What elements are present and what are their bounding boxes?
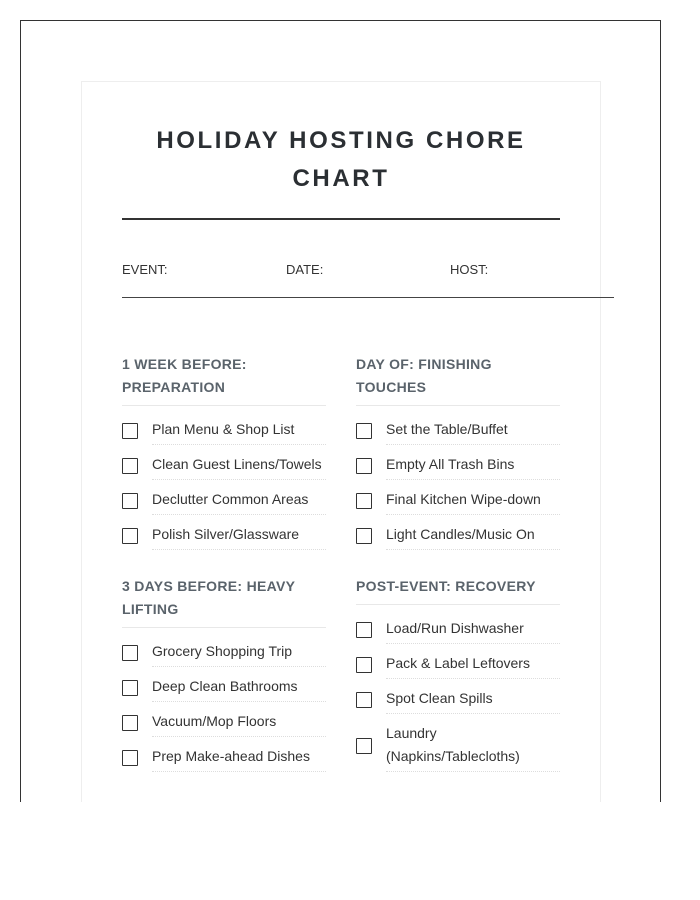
chore-label: Deep Clean Bathrooms [152, 673, 326, 702]
section-title: 1 WEEK BEFORE: PREPARATION [122, 353, 326, 406]
checkbox[interactable] [356, 692, 372, 708]
right-column [356, 353, 560, 797]
section-three-days-before [122, 575, 326, 775]
title-divider [122, 218, 560, 220]
chore-item [122, 483, 326, 518]
chore-label: Pack & Label Leftovers [386, 650, 560, 679]
checkbox[interactable] [122, 645, 138, 661]
section-day-of [356, 353, 560, 553]
chore-label: Clean Guest Linens/Towels [152, 451, 326, 480]
chore-item [356, 612, 560, 647]
checkbox[interactable] [122, 458, 138, 474]
checkbox[interactable] [122, 680, 138, 696]
section-title: DAY OF: FINISHING TOUCHES [356, 353, 560, 406]
section-title: 3 DAYS BEFORE: HEAVY LIFTING [122, 575, 326, 628]
checkbox[interactable] [122, 423, 138, 439]
chore-item [356, 413, 560, 448]
chore-label: Polish Silver/Glassware [152, 521, 326, 550]
chore-item [356, 682, 560, 717]
checkbox[interactable] [356, 423, 372, 439]
checkbox[interactable] [356, 738, 372, 754]
chore-label: Prep Make-ahead Dishes [152, 743, 326, 772]
checkbox[interactable] [356, 622, 372, 638]
chore-label: Plan Menu & Shop List [152, 416, 326, 445]
checkbox[interactable] [356, 528, 372, 544]
checkbox[interactable] [356, 458, 372, 474]
chore-item [122, 518, 326, 553]
chore-item [122, 635, 326, 670]
checkbox[interactable] [122, 528, 138, 544]
chore-label: Laundry (Napkins/Tablecloths) [386, 720, 560, 772]
chore-label: Spot Clean Spills [386, 685, 560, 714]
chore-item [356, 518, 560, 553]
host-label: HOST: [450, 262, 489, 277]
section-post-event [356, 575, 560, 775]
page-title: HOLIDAY HOSTING CHORE CHART [156, 127, 526, 192]
chore-item [122, 740, 326, 775]
checkbox[interactable] [122, 750, 138, 766]
checkbox[interactable] [356, 493, 372, 509]
chore-item [356, 717, 560, 775]
chore-item [356, 483, 560, 518]
chore-item [356, 448, 560, 483]
chore-label: Final Kitchen Wipe-down [386, 486, 560, 515]
chore-item [122, 448, 326, 483]
chore-item [122, 413, 326, 448]
chore-label: Empty All Trash Bins [386, 451, 560, 480]
date-label: DATE: [286, 262, 324, 277]
event-label: EVENT: [122, 262, 168, 277]
checkbox[interactable] [356, 657, 372, 673]
chore-label: Grocery Shopping Trip [152, 638, 326, 667]
chore-label: Light Candles/Music On [386, 521, 560, 550]
left-column [122, 353, 326, 797]
chore-item [122, 670, 326, 705]
chore-label: Vacuum/Mop Floors [152, 708, 326, 737]
checkbox[interactable] [122, 715, 138, 731]
chore-label: Declutter Common Areas [152, 486, 326, 515]
checkbox[interactable] [122, 493, 138, 509]
section-week-before [122, 353, 326, 553]
chore-item [122, 705, 326, 740]
meta-underline [122, 297, 614, 298]
chore-label: Load/Run Dishwasher [386, 615, 560, 644]
section-title: POST-EVENT: RECOVERY [356, 575, 560, 605]
chore-label: Set the Table/Buffet [386, 416, 560, 445]
chore-item [356, 647, 560, 682]
